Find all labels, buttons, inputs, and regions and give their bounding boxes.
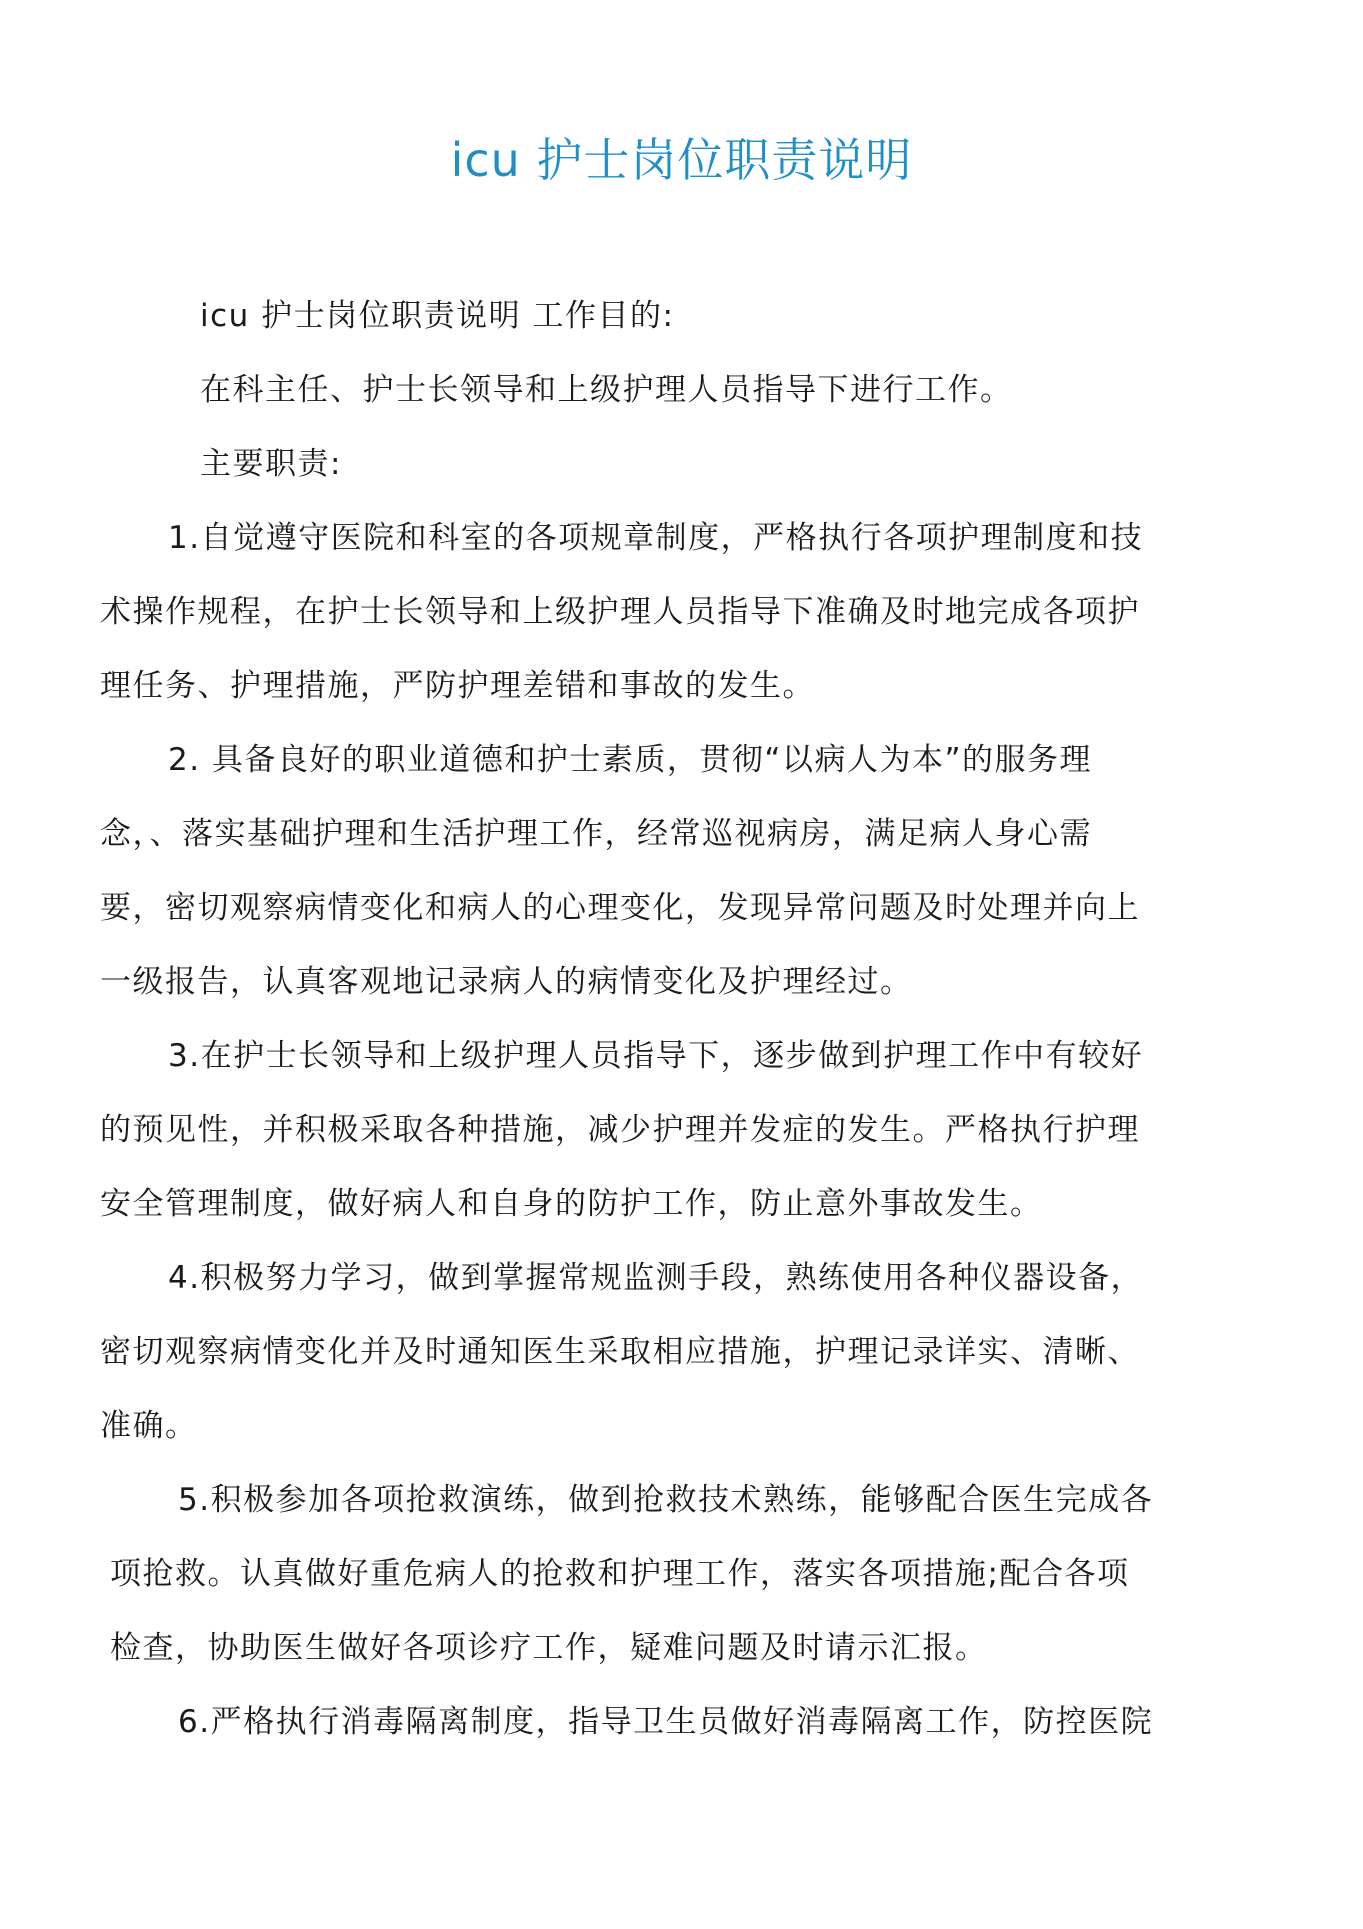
text-line: 密切观察病情变化并及时通知医生采取相应措施，护理记录详实、清晰、 (100, 1334, 1140, 1370)
text-line: 5.积极参加各项抢救演练，做到抢救技术熟练，能够配合医生完成各 (178, 1482, 1154, 1518)
text-line: 的预见性，并积极采取各种措施，减少护理并发症的发生。严格执行护理 (100, 1112, 1140, 1148)
text-line: 要，密切观察病情变化和病人的心理变化，发现异常问题及时处理并向上 (100, 890, 1140, 926)
text-line: 2. 具备良好的职业道德和护士素质，贯彻“以病人为本”的服务理 (168, 742, 1093, 778)
text-line: 安全管理制度，做好病人和自身的防护工作，防止意外事故发生。 (100, 1186, 1043, 1222)
text-line: 6.严格执行消毒隔离制度，指导卫生员做好消毒隔离工作，防控医院 (178, 1704, 1154, 1740)
text-line: 主要职责: (200, 446, 342, 482)
text-line: 在科主任、护士长领导和上级护理人员指导下进行工作。 (200, 372, 1013, 408)
document-title: icu 护士岗位职责说明 (450, 133, 913, 187)
text-line: 项抢救。认真做好重危病人的抢救和护理工作，落实各项措施;配合各项 (110, 1556, 1130, 1592)
text-line: 术操作规程，在护士长领导和上级护理人员指导下准确及时地完成各项护 (100, 594, 1140, 630)
text-line: icu 护士岗位职责说明 工作目的: (200, 298, 675, 334)
text-line: 3.在护士长领导和上级护理人员指导下，逐步做到护理工作中有较好 (168, 1038, 1144, 1074)
text-line: 理任务、护理措施，严防护理差错和事故的发生。 (100, 668, 815, 704)
text-line: 1.自觉遵守医院和科室的各项规章制度，严格执行各项护理制度和技 (168, 520, 1144, 556)
text-line: 4.积极努力学习，做到掌握常规监测手段，熟练使用各种仪器设备， (168, 1260, 1144, 1296)
text-line: 一级报告，认真客观地记录病人的病情变化及护理经过。 (100, 964, 913, 1000)
text-line: 念，、落实基础护理和生活护理工作，经常巡视病房，满足病人身心需 (100, 816, 1092, 852)
text-line: 准确。 (100, 1408, 198, 1444)
text-line: 检查，协助医生做好各项诊疗工作，疑难问题及时请示汇报。 (110, 1630, 988, 1666)
